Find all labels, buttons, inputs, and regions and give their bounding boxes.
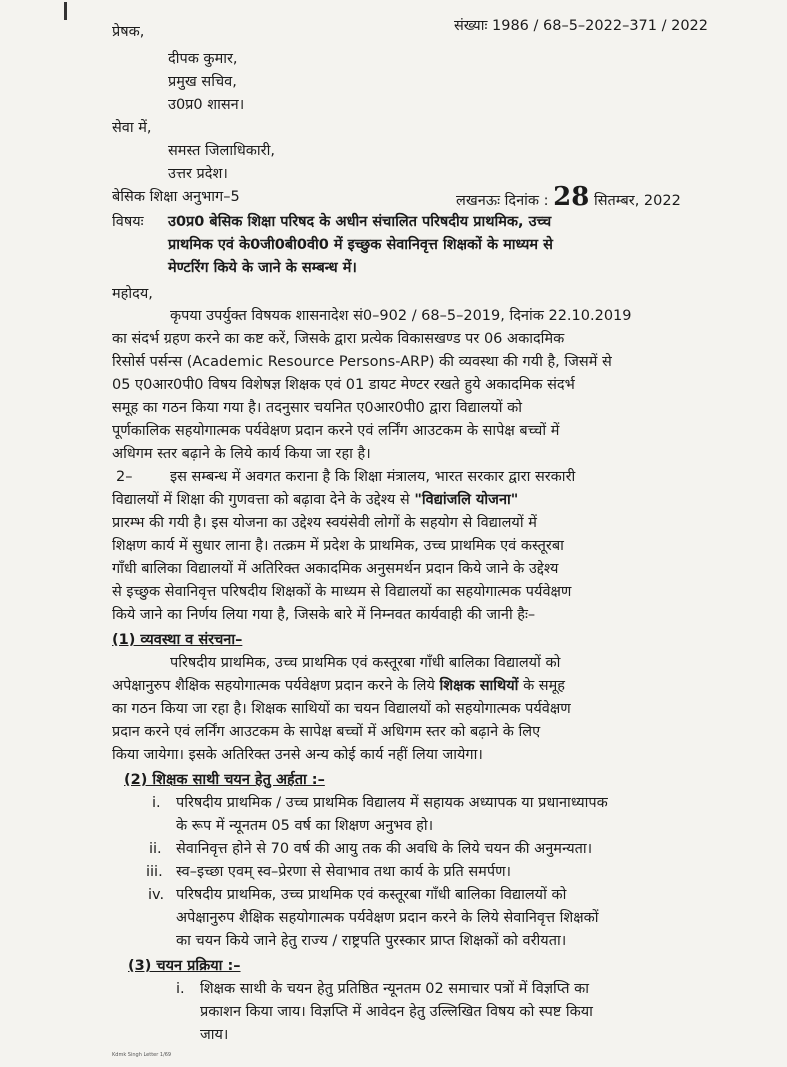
section2-item-line: अपेक्षानुरुप शैक्षिक सहयोगात्मक पर्यवेक्षण प्रदान करने के लिये सेवानिवृत्त शिक्षकों	[176, 910, 599, 926]
section1-heading: (1) व्यवस्था व संरचना–	[112, 632, 243, 648]
section1-line-1: परिषदीय प्राथमिक, उच्च प्राथमिक एवं कस्तूरबा गाँधी बालिका विद्यालयों को	[170, 655, 561, 671]
section3-item-line: शिक्षक साथी के चयन हेतु प्रतिष्ठित न्यूनतम 02 समाचार पत्रों में विज्ञप्ति का	[200, 981, 590, 997]
section1-line: किया जायेगा। इसके अतिरिक्त उनसे अन्य कोई कार्य नहीं लिया जायेगा।	[112, 747, 483, 763]
section3-item-line: जाय।	[200, 1027, 229, 1043]
subject-label: विषयः	[112, 214, 144, 230]
para1-line: रिसोर्स पर्सन्स (Academic Resource Persons-ARP) की व्यवस्था की गयी है, जिसमें से	[112, 354, 612, 370]
section2-item-line: सेवानिवृत्त होने से 70 वर्ष की आयु तक की अवधि के लिये चयन की अनुमन्यता।	[176, 841, 593, 857]
para2-line: प्रारम्भ की गयी है। इस योजना का उद्देश्य स्वयंसेवी लोगों के सहयोग से विद्यालयों में	[112, 515, 537, 531]
section1-line-2	[112, 676, 565, 696]
section3-item-line: प्रकाशन किया जाय। विज्ञप्ति में आवेदन हेतु उल्लिखित विषय को स्पष्ट किया	[200, 1004, 593, 1020]
para1-line: 05 ए0आर0पी0 विषय विशेषज्ञ शिक्षक एवं 01 डायट मेण्टर रखते हुये अकादमिक संदर्भ	[112, 377, 575, 393]
para1-line: का संदर्भ ग्रहण करने का कष्ट करें, जिसके द्वारा प्रत्येक विकासखण्ड पर 06 अकादमिक	[112, 331, 565, 347]
section2-item-line: परिषदीय प्राथमिक / उच्च प्राथमिक विद्यालय में सहायक अध्यापक या प्रधानाध्यापक	[176, 795, 608, 811]
top-margin-mark	[64, 2, 67, 20]
place-date	[456, 182, 681, 212]
section1-line-2-end: के समूह	[523, 678, 565, 694]
section2-item-line: स्व–इच्छा एवम् स्व–प्रेरणा से सेवाभाव तथा कार्य के प्रति समर्पण।	[176, 864, 512, 880]
para2-line: गाँधी बालिका विद्यालयों में अतिरिक्त अकादमिक अनुसमर्थन प्रदान किये जाने के उद्देश्य	[112, 561, 559, 577]
to-label: सेवा में,	[112, 120, 152, 136]
section2-item-number: iv.	[148, 887, 165, 903]
vidyanjali-yojana: "विद्यांजलि योजना"	[414, 492, 519, 508]
date-month-year: सितम्बर, 2022	[593, 193, 681, 209]
recipient: समस्त जिलाधिकारी,	[168, 143, 275, 159]
para2-line: से इच्छुक सेवानिवृत्त परिषदीय शिक्षकों के माध्यम से विद्यालयों का सहयोगात्मक पर्यवेक्षण	[112, 584, 572, 600]
subject-line-2: प्राथमिक एवं के0जी0बी0वी0 में इच्छुक सेवानिवृत्त शिक्षकों के माध्यम से	[168, 237, 553, 253]
recipient-state: उत्तर प्रदेश।	[168, 166, 228, 182]
salutation: महोदय,	[112, 286, 153, 302]
para2-line: शिक्षण कार्य में सुधार लाना है। तत्क्रम में प्रदेश के प्राथमिक, उच्च प्राथमिक एवं कस्तूरबा	[112, 538, 564, 554]
place-date-prefix: लखनऊः दिनांक :	[456, 193, 549, 209]
section2-item-number: ii.	[149, 841, 162, 857]
sender-designation: प्रमुख सचिव,	[168, 74, 237, 90]
sender-organisation: उ0प्र0 शासन।	[168, 97, 245, 113]
para2-number: 2–	[116, 469, 133, 485]
para2-line-2-text: विद्यालयों में शिक्षा की गुणवत्ता को बढ़ावा देने के उद्देश्य से	[112, 492, 410, 508]
para2-line-1: इस सम्बन्ध में अवगत कराना है कि शिक्षा मंत्रालय, भारत सरकार द्वारा सरकारी	[170, 469, 576, 485]
para1-line: पूर्णकालिक सहयोगात्मक पर्यवेक्षण प्रदान करने एवं लर्निंग आउटकम के सापेक्ष बच्चों में	[112, 423, 560, 439]
para2-line-2	[112, 490, 518, 510]
para1-line: समूह का गठन किया गया है। तदनुसार चयनित ए0आर0पी0 द्वारा विद्यालयों को	[112, 400, 522, 416]
section2-item-number: iii.	[146, 864, 163, 880]
para1-line: कृपया उपर्युक्त विषयक शासनादेश सं0–902 / 68–5–2019, दिनांक 22.10.2019	[170, 308, 632, 324]
section3-heading: (3) चयन प्रक्रिया :–	[128, 958, 241, 974]
section1-line-2-text: अपेक्षानुरुप शैक्षिक सहयोगात्मक पर्यवेक्षण प्रदान करने के लिये	[112, 678, 435, 694]
section2-heading: (2) शिक्षक साथी चयन हेतु अर्हता :–	[124, 772, 325, 788]
section2-item-line: का चयन किये जाने हेतु राज्य / राष्ट्रपति पुरस्कार प्राप्त शिक्षकों को वरीयता।	[176, 933, 567, 949]
sender-label: प्रेषक,	[112, 24, 145, 40]
reference-number: संख्याः 1986 / 68–5–2022–371 / 2022	[454, 18, 709, 34]
date-day-handwritten: 28	[553, 182, 590, 212]
subject-line-1: उ0प्र0 बेसिक शिक्षा परिषद के अधीन संचालित परिषदीय प्राथमिक, उच्च	[168, 214, 552, 230]
section1-line: का गठन किया जा रहा है। शिक्षक साथियों का चयन विद्यालयों को सहयोगात्मक पर्यवेक्षण	[112, 701, 571, 717]
section2-item-number: i.	[152, 795, 161, 811]
para2-line: किये जाने का निर्णय लिया गया है, जिसके बारे में निम्नवत कार्यवाही की जानी हैः–	[112, 607, 536, 623]
para1-line: अधिगम स्तर बढ़ाने के लिये कार्य किया जा रहा है।	[112, 446, 371, 462]
subject-line-3: मेण्टरिंग किये के जाने के सम्बन्ध में।	[168, 260, 357, 276]
shikshak-sathi-term: शिक्षक साथियों	[439, 678, 519, 694]
section3-item-number: i.	[176, 981, 185, 997]
footer-note: Kdmk Singh Letter 1/69	[112, 1052, 172, 1058]
section2-item-line: परिषदीय प्राथमिक, उच्च प्राथमिक एवं कस्तूरबा गाँधी बालिका विद्यालयों को	[176, 887, 567, 903]
department-section: बेसिक शिक्षा अनुभाग–5	[112, 189, 240, 205]
sender-name: दीपक कुमार,	[168, 51, 238, 67]
section1-line: प्रदान करने एवं लर्निंग आउटकम के सापेक्ष बच्चों में अधिगम स्तर को बढ़ाने के लिए	[112, 724, 541, 740]
section2-item-line: के रूप में न्यूनतम 05 वर्ष का शिक्षण अनुभव हो।	[176, 818, 434, 834]
